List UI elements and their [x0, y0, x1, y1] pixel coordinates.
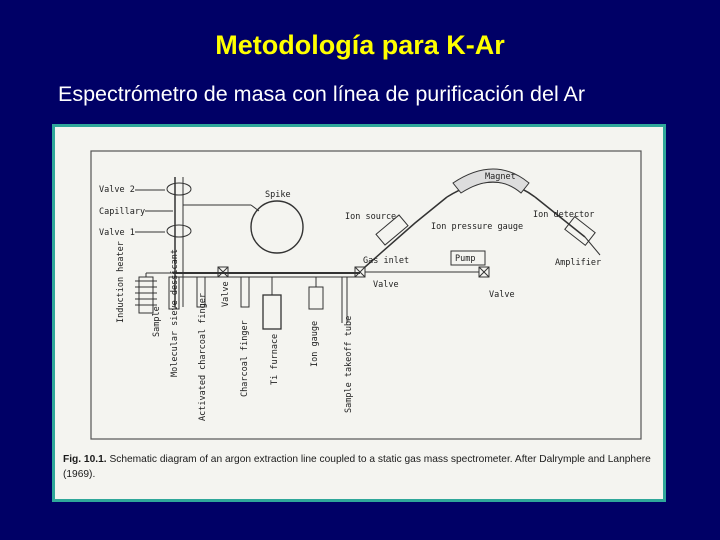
label-ion-gauge: Ion gauge — [310, 320, 320, 367]
slide-title: Metodología para K-Ar — [215, 30, 505, 60]
sample-tube — [139, 277, 153, 313]
induction-coil — [135, 281, 157, 305]
ion-gauge-bulb — [309, 287, 323, 309]
charcoal-finger-tube — [241, 277, 249, 307]
amplifier-pointer — [585, 237, 600, 255]
label-capillary: Capillary — [99, 207, 146, 217]
figure-caption — [63, 452, 653, 482]
label-sample: Sample — [152, 306, 162, 337]
label-ion-source: Ion source — [345, 212, 397, 222]
slide-subtitle: Espectrómetro de masa con línea de purificación del Ar — [58, 82, 586, 106]
figure-panel — [52, 124, 666, 502]
label-activated-charcoal: Activated charcoal finger — [198, 293, 208, 421]
label-charcoal-finger: Charcoal finger — [240, 320, 250, 397]
spike-neck — [251, 205, 259, 211]
label-valve-c: Valve — [221, 281, 231, 307]
label-ion-pressure-gauge: Ion pressure gauge — [431, 222, 524, 232]
label-pump: Pump — [455, 254, 476, 264]
label-spike: Spike — [265, 190, 291, 200]
label-valve-a: Valve — [373, 280, 399, 290]
spike-bulb — [251, 201, 303, 253]
ti-furnace — [263, 295, 281, 329]
label-amplifier: Amplifier — [555, 258, 602, 268]
label-ion-detector: Ion detector — [533, 210, 595, 220]
ion-detector-box — [565, 217, 595, 246]
label-valve-2: Valve 2 — [99, 185, 135, 195]
label-induction-heater: Induction heater — [116, 241, 126, 323]
valve-1-shape — [167, 225, 191, 237]
caption-prefix: Fig. 10.1. — [63, 454, 107, 465]
label-ti-furnace: Ti furnace — [270, 333, 280, 385]
label-valve-1: Valve 1 — [99, 228, 135, 238]
argon-extraction-diagram — [55, 127, 663, 499]
label-gas-inlet: Gas inlet — [363, 256, 410, 266]
label-sample-takeoff: Sample takeoff tube — [344, 315, 354, 413]
label-valve-b: Valve — [489, 290, 515, 300]
valve-2-shape — [167, 183, 191, 195]
caption-text: Schematic diagram of an argon extraction line coupled to a static gas mass spectrometer. After Dalrymple and Lanphere (1969). — [63, 454, 651, 480]
label-molecular-sieve: Molecular sieve dessicant — [170, 249, 180, 377]
label-magnet: Magnet — [485, 172, 516, 182]
